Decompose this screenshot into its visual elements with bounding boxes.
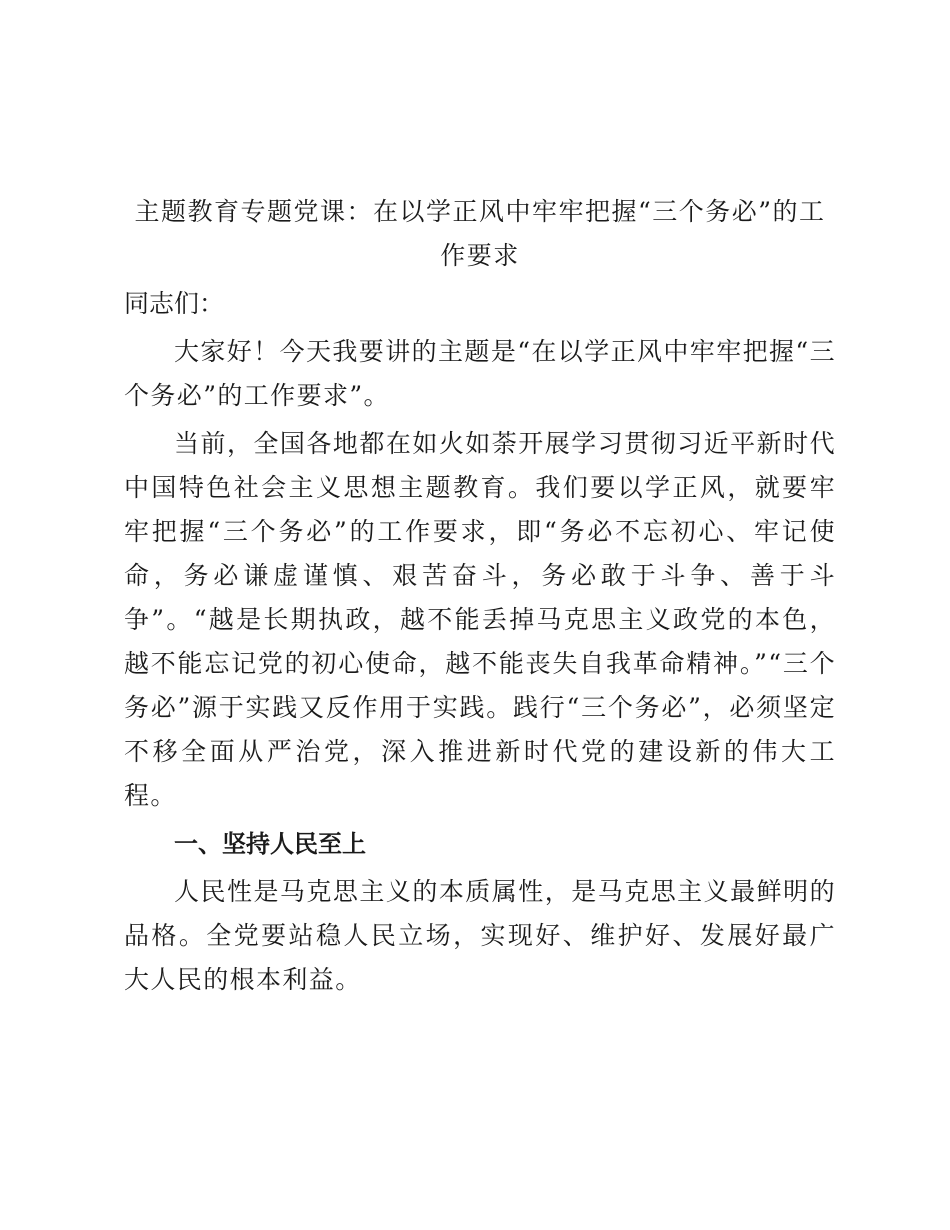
salutation: 同志们： (124, 289, 225, 318)
document-title: 主题教育专题党课：在以学正风中牢牢把握“三个务必”的工作要求 (134, 197, 826, 270)
paragraph-section-1: 人民性是马克思主义的本质属性，是马克思主义最鲜明的品格。全党要站稳人民立场，实现好、维护好、发展好最广大人民的根本利益。 (124, 877, 836, 994)
paragraph-intro: 大家好！今天我要讲的主题是“在以学正风中牢牢把握“三个务必”的工作要求”。 (124, 337, 836, 410)
section-heading: 一、坚持人民至上 (174, 830, 366, 858)
document-page (124, 190, 836, 1002)
paragraph-context: 当前，全国各地都在如火如荼开展学习贯彻习近平新时代中国特色社会主义思想主题教育。我们要以学正风，就要牢牢把握“三个务必”的工作要求，即“务必不忘初心、牢记使命，务必谦虚谨慎、艰苦奋斗，务必敢于斗争、善于斗争”。“越是长期执政，越不能丢掉马克思主义政党的本色，越不能忘记党的初心使命，越不能丧失自我革命精神。”“三个务必”源于实践又反作用于实践。践行“三个务必”，必须坚定不移全面从严治党，深入推进新时代党的建设新的伟大工程。 (124, 429, 836, 810)
